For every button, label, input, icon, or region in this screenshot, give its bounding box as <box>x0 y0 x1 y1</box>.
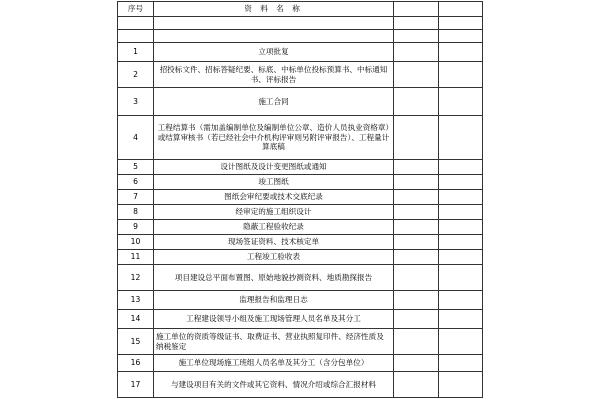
table-row <box>118 43 483 62</box>
row-number: 11 <box>118 250 154 265</box>
empty-cell <box>394 291 439 310</box>
table-row <box>118 310 483 329</box>
table-row <box>118 250 483 265</box>
empty-cell <box>439 250 483 265</box>
header-name: 资 料 名 称 <box>154 2 394 17</box>
table-row <box>118 62 483 88</box>
document-table <box>117 1 483 398</box>
empty-cell <box>439 30 483 43</box>
empty-cell <box>394 235 439 250</box>
empty-cell <box>394 30 439 43</box>
empty-cell <box>439 291 483 310</box>
empty-cell <box>394 220 439 235</box>
row-number: 6 <box>118 175 154 190</box>
empty-cell <box>394 310 439 329</box>
empty-cell <box>439 329 483 355</box>
empty-cell <box>439 372 483 398</box>
row-number: 17 <box>118 372 154 398</box>
empty-cell <box>439 62 483 88</box>
table-row <box>118 291 483 310</box>
empty-cell <box>394 205 439 220</box>
table-row <box>118 372 483 398</box>
row-number: 14 <box>118 310 154 329</box>
empty-cell <box>394 190 439 205</box>
empty-cell <box>394 43 439 62</box>
table-row <box>118 190 483 205</box>
empty-cell <box>394 88 439 116</box>
row-number: 3 <box>118 88 154 116</box>
row-number: 7 <box>118 190 154 205</box>
table-row <box>118 205 483 220</box>
row-name: 图纸会审纪要或技术交底纪录 <box>154 190 394 205</box>
row-name: 竣工图纸 <box>154 175 394 190</box>
empty-cell <box>439 17 483 30</box>
empty-cell <box>394 62 439 88</box>
empty-cell <box>439 2 483 17</box>
empty-cell <box>154 30 394 43</box>
empty-cell <box>394 265 439 291</box>
blank-row <box>118 17 483 30</box>
row-name: 监理报告和监理日志 <box>154 291 394 310</box>
empty-cell <box>439 160 483 175</box>
empty-cell <box>439 310 483 329</box>
row-number: 1 <box>118 43 154 62</box>
row-number: 16 <box>118 355 154 372</box>
empty-cell <box>394 329 439 355</box>
empty-cell <box>394 2 439 17</box>
row-name: 招投标文件、招标答疑纪要、标底、中标单位投标预算书、中标通知书、评标报告 <box>154 62 394 88</box>
row-name: 施工单位现场施工班组人员名单及其分工（含分包单位） <box>154 355 394 372</box>
row-number: 5 <box>118 160 154 175</box>
empty-cell <box>394 175 439 190</box>
row-number: 13 <box>118 291 154 310</box>
row-name: 现场签证资料、技术核定单 <box>154 235 394 250</box>
empty-cell <box>439 205 483 220</box>
header-row <box>118 2 483 17</box>
row-name: 施工单位的资质等级证书、取费证书、营业执照复印件、经济性质及纳税鉴定 <box>154 329 394 355</box>
header-index: 序号 <box>118 2 154 17</box>
empty-cell <box>439 43 483 62</box>
table-row <box>118 160 483 175</box>
empty-cell <box>394 116 439 160</box>
row-number: 2 <box>118 62 154 88</box>
row-number: 12 <box>118 265 154 291</box>
empty-cell <box>439 175 483 190</box>
empty-cell <box>118 17 154 30</box>
empty-cell <box>394 355 439 372</box>
empty-cell <box>394 160 439 175</box>
table-row <box>118 88 483 116</box>
row-number: 9 <box>118 220 154 235</box>
table-row <box>118 116 483 160</box>
row-name: 施工合同 <box>154 88 394 116</box>
table-row <box>118 220 483 235</box>
table-row <box>118 175 483 190</box>
empty-cell <box>439 355 483 372</box>
empty-cell <box>439 220 483 235</box>
row-name: 设计图纸及设计变更图纸或通知 <box>154 160 394 175</box>
table-row <box>118 329 483 355</box>
table-row <box>118 355 483 372</box>
row-name: 与建设项目有关的文件或其它资料、情况介绍或综合汇报材料 <box>154 372 394 398</box>
empty-cell <box>439 88 483 116</box>
row-name: 工程结算书（需加盖编制单位及编制单位公章、造价人员执业资格章）或结算审核书（若已经社会中介机构评审则另附评审报告）、工程量计算底稿 <box>154 116 394 160</box>
blank-row <box>118 30 483 43</box>
empty-cell <box>118 30 154 43</box>
empty-cell <box>439 265 483 291</box>
row-name: 立项批复 <box>154 43 394 62</box>
row-name: 工程竣工验收表 <box>154 250 394 265</box>
empty-cell <box>439 235 483 250</box>
row-name: 经审定的施工组织设计 <box>154 205 394 220</box>
empty-cell <box>439 190 483 205</box>
empty-cell <box>394 17 439 30</box>
empty-cell <box>394 250 439 265</box>
row-name: 项目建设总平面布置图、原始地貌抄测资料、地质勘探报告 <box>154 265 394 291</box>
row-number: 10 <box>118 235 154 250</box>
empty-cell <box>394 372 439 398</box>
row-number: 4 <box>118 116 154 160</box>
row-number: 15 <box>118 329 154 355</box>
table-row <box>118 265 483 291</box>
row-name: 隐蔽工程验收纪录 <box>154 220 394 235</box>
empty-cell <box>154 17 394 30</box>
empty-cell <box>439 116 483 160</box>
row-name: 工程建设领导小组及施工现场管理人员名单及其分工 <box>154 310 394 329</box>
table-row <box>118 235 483 250</box>
row-number: 8 <box>118 205 154 220</box>
